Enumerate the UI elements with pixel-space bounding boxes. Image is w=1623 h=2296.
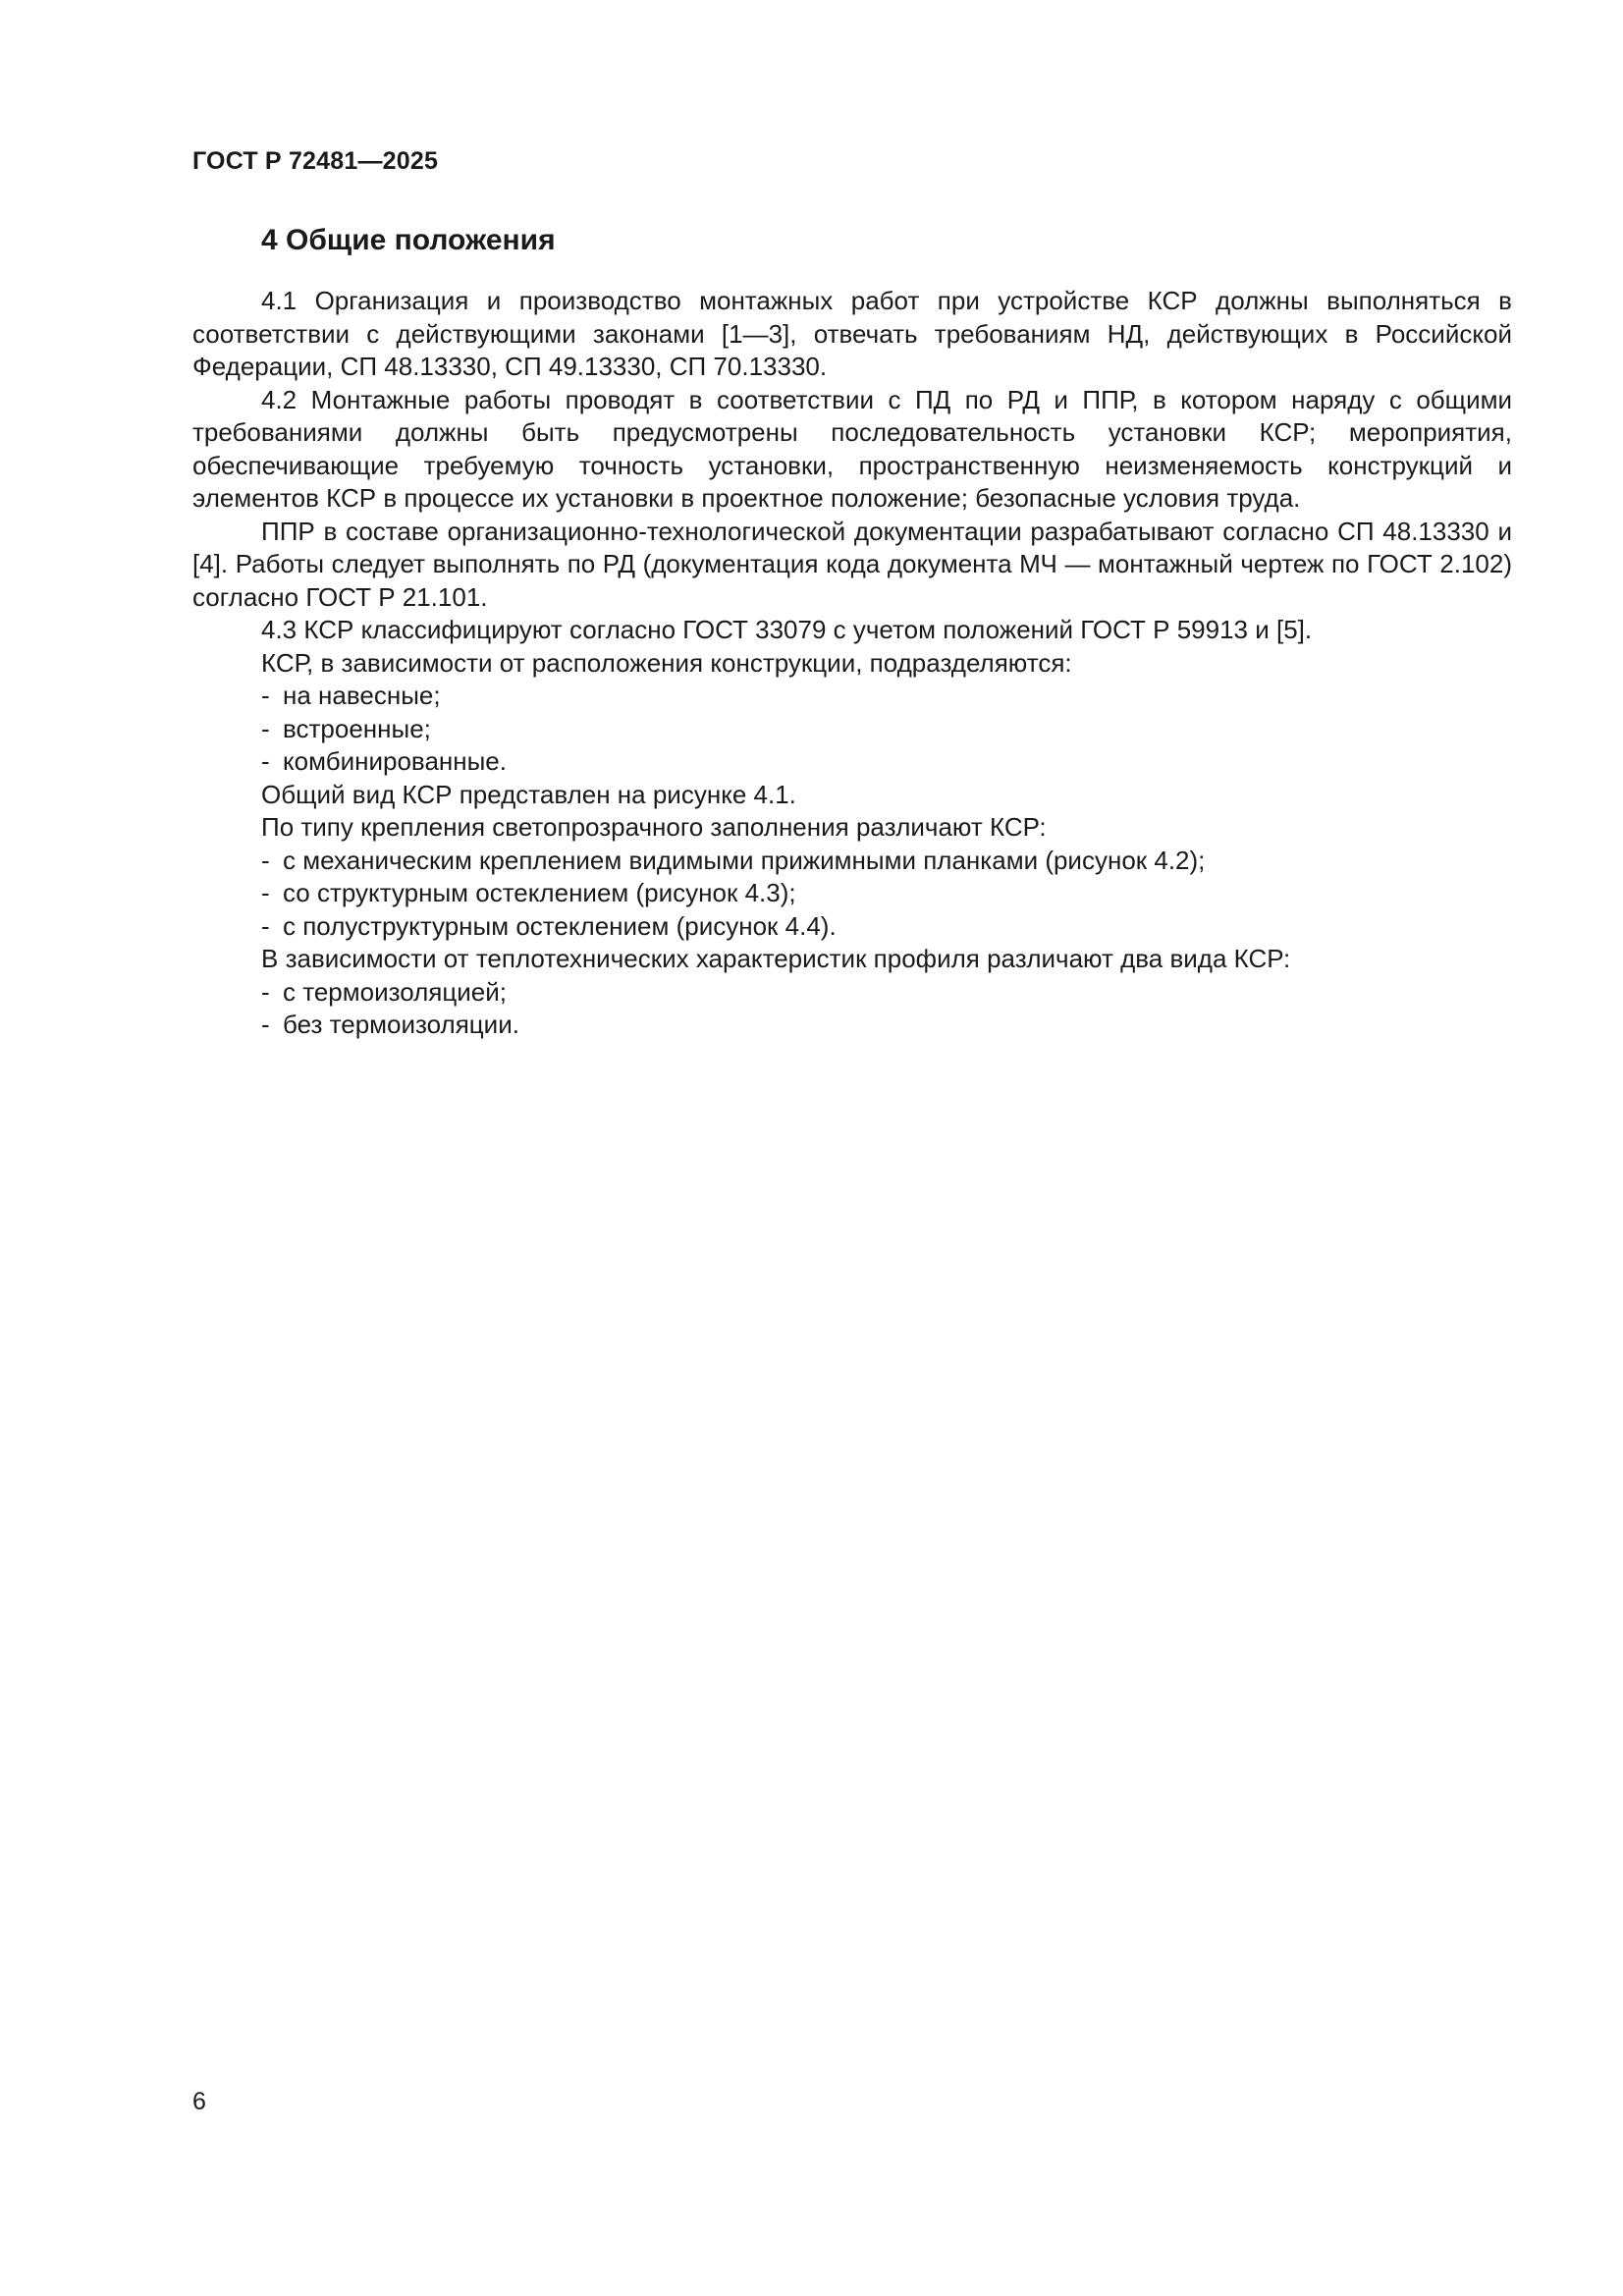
list-item-text: с полуструктурным остеклением (рисунок 4.4). — [283, 910, 837, 941]
list-item — [192, 877, 1512, 910]
paragraph-ppr: ППР в составе организационно-технологической документации разрабатывают согласно СП 48.13330 и [4]. Работы следует выполнять по РД (документация кода документа МЧ — монтажный чертеж по ГОСТ 2.102) согласно ГОСТ Р 21.101. — [192, 516, 1512, 612]
section-title: 4 Общие положения — [261, 224, 556, 256]
list-dash: - — [261, 1010, 270, 1039]
list-item-text: с термоизоляцией; — [283, 976, 508, 1007]
list-item-text: с механическим креплением видимыми прижимными планками (рисунок 4.2); — [283, 845, 1206, 875]
list-item-text: встроенные; — [283, 713, 431, 743]
paragraph-4-2: 4.2 Монтажные работы проводят в соответствии с ПД по РД и ППР, в котором наряду с общими требованиями должны быть предусмотрены последовательность установки КСР; мероприятия, обеспечивающие требуемую точность установки, пространственную неизменяемость конструкций и элементов КСР в процессе их установки в проектное положение; безопасные условия труда. — [192, 384, 1512, 513]
list-dash: - — [261, 845, 270, 875]
list-dash: - — [261, 681, 270, 710]
list-item-text: со структурным остеклением (рисунок 4.3); — [283, 878, 796, 907]
list-item-text: на навесные; — [283, 681, 441, 710]
list-item — [192, 713, 1512, 746]
list-item — [192, 976, 1512, 1010]
location-intro: КСР, в зависимости от расположения конструкции, подразделяются: — [261, 647, 1072, 678]
list-dash: - — [261, 878, 270, 907]
paragraph-4-1: 4.1 Организация и производство монтажных работ при устройстве КСР должны выполняться в соответствии с действующими законами [1—3], отвечать требованиям НД, действующих в Российской Федерации, СП 48.13330, СП 49.13330, СП 70.13330. — [192, 286, 1512, 381]
list-item — [192, 745, 1512, 779]
list-item — [192, 680, 1512, 713]
list-dash: - — [261, 713, 270, 743]
list-item — [192, 910, 1512, 944]
list-dash: - — [261, 746, 270, 776]
paragraph-4-3: 4.3 КСР классифицируют согласно ГОСТ 33079 с учетом положений ГОСТ Р 59913 и [5]. — [261, 615, 1313, 644]
list-item-text: комбинированные. — [283, 746, 507, 776]
document-code-header: ГОСТ Р 72481—2025 — [192, 147, 439, 175]
fastening-intro: По типу крепления светопрозрачного заполнения различают КСР: — [261, 812, 1047, 842]
page-number: 6 — [192, 2088, 206, 2115]
list-dash: - — [261, 910, 270, 941]
section-body — [192, 285, 1512, 1042]
list-item — [192, 1009, 1512, 1042]
general-view-text: Общий вид КСР представлен на рисунке 4.1. — [261, 779, 796, 809]
list-item — [192, 845, 1512, 878]
list-item-text: без термоизоляции. — [283, 1010, 519, 1039]
list-dash: - — [261, 976, 270, 1007]
thermal-intro: В зависимости от теплотехнических характеристик профиля различают два вида КСР: — [261, 944, 1291, 973]
